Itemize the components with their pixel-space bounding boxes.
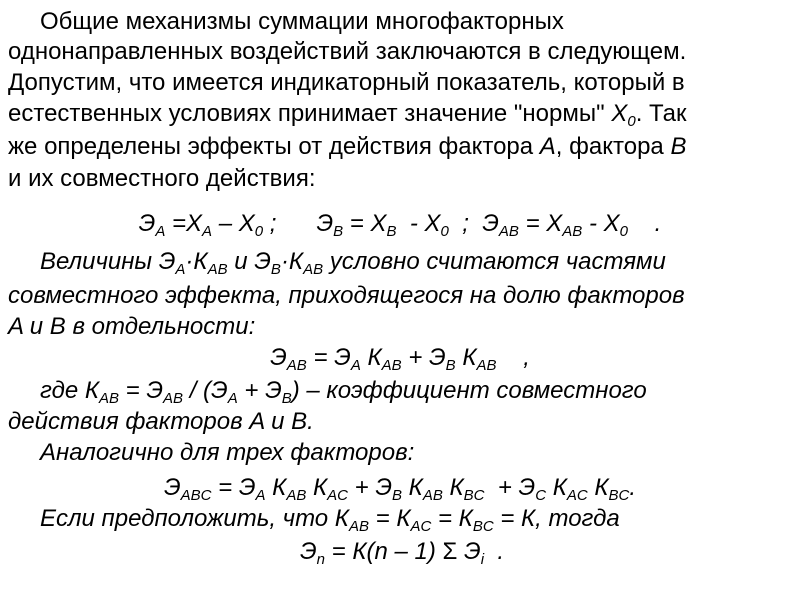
intro-line-1-text: Общие механизмы суммации многофакторных bbox=[40, 8, 564, 35]
formula-joint-effect: $Э_{AB} = Э_A$ $К_{AB} + Э_B$ $К_{AB}$ , bbox=[270, 344, 530, 374]
intro-line-4-tail: . Так bbox=[635, 100, 687, 127]
intro-line-5-text-b: , фактора bbox=[555, 133, 664, 160]
formula-effects: $Э_A =X_A - X_0$ ; $Э_B = X_B - X_0$ ; $Э_{AB} = X_{AB} - X_0$ . bbox=[138, 210, 662, 240]
intro-line-6-text: и их совместного действия: bbox=[8, 165, 316, 192]
intro-line-6 bbox=[8, 165, 316, 193]
para3-line-3: Аналогично для трех факторов: bbox=[40, 439, 415, 466]
intro-line-2 bbox=[8, 38, 686, 66]
intro-line-1 bbox=[40, 8, 564, 36]
para2-line-2: совместного эффекта, приходящегося на долю факторов bbox=[8, 282, 685, 309]
factor-b-variable: B bbox=[670, 133, 687, 160]
intro-line-3 bbox=[8, 69, 685, 97]
intro-line-5 bbox=[8, 133, 686, 161]
norm-variable-sub: 0 bbox=[627, 113, 636, 130]
intro-line-2-text: однонаправленных воздействий заключаются в следующем. bbox=[8, 38, 687, 65]
intro-line-4 bbox=[8, 100, 686, 128]
intro-line-5-text-a: же определены эффекты от действия фактора bbox=[8, 133, 534, 160]
formula-n-factors: $Э_n = К(n - 1)$ Σ $Э_i$ . bbox=[300, 538, 505, 568]
factor-a-variable: A bbox=[539, 133, 556, 160]
norm-variable: X bbox=[611, 100, 628, 127]
sigma-symbol: Σ bbox=[442, 538, 458, 565]
para2-line-1: Величины $Э_A\cdot К_{AB}$ и $Э_B\cdot К_{AB}$ условно считаются частями bbox=[40, 248, 666, 278]
intro-line-3-text: Допустим, что имеется индикаторный показатель, который в bbox=[8, 69, 685, 96]
intro-line-4-text: естественных условиях принимает значение "нормы" bbox=[8, 100, 605, 127]
para2-line-3: A и B в отдельности: bbox=[8, 313, 256, 340]
formula-three-factors: $Э_{ABC} = Э_A$ $К_{AB}$ $К_{AC} + Э_B$ $К_{AB}$ $К_{BC} + Э_C$ $К_{AC}$ $К_{BC}$. bbox=[163, 474, 637, 504]
para4-line-1: Если предположить, что $К_{AB} = К_{AC} = К_{BC} = К$, тогда bbox=[40, 505, 620, 535]
para3-line-2: действия факторов A и B. bbox=[8, 408, 314, 435]
para3-line-1: где $К_{AB} = Э_{AB} / (Э_A + Э_B)$ – коэффициент совместного bbox=[40, 377, 647, 407]
